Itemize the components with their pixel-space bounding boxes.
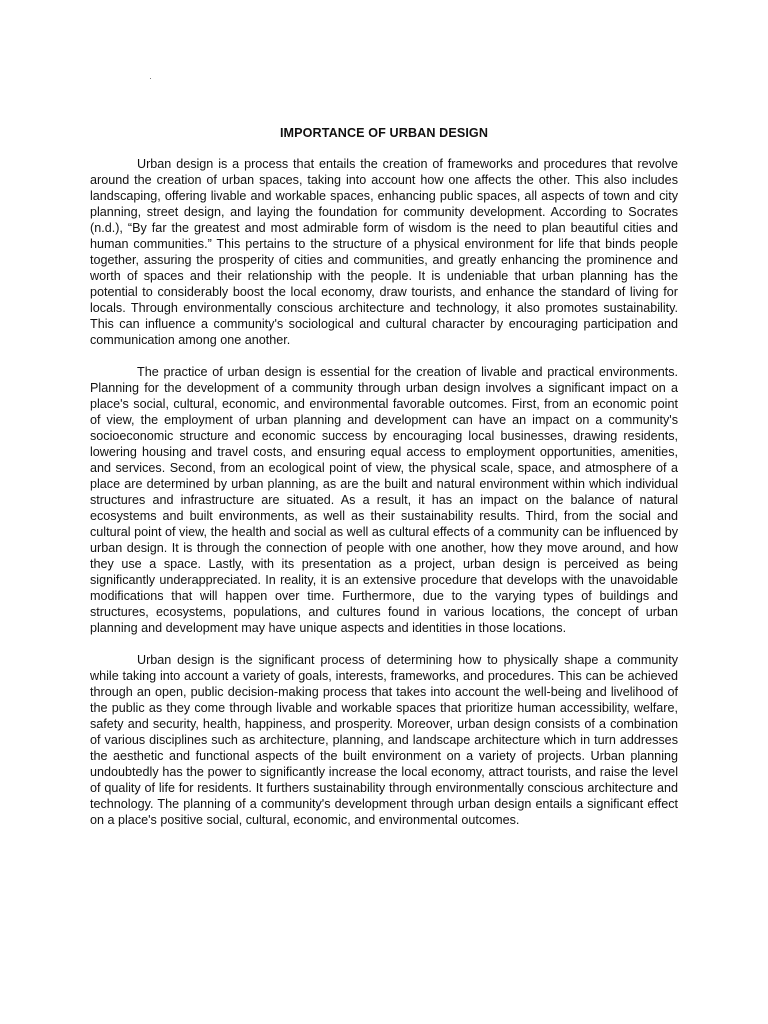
paragraph-1: Urban design is a process that entails the creation of frameworks and procedures that revolve around the creation of urban spaces, taking into account how one affects the other. This also includes landscaping, offering livable and workable spaces, enhancing public spaces, all aspects of town and city planning, street design, and laying the foundation for community development. According to Socrates (n.d.), “By far the greatest and most admirable form of wisdom is the need to plan beautiful cities and human communities.” This pertains to the structure of a physical environment for life that binds people together, assuring the prosperity of cities and communities, and greatly enhancing the prominence and worth of spaces and their relationship with the people. It is undeniable that urban planning has the potential to considerably boost the local economy, draw tourists, and enhance the standard of living for locals. Through environmentally conscious architecture and technology, it also promotes sustainability. This can influence a community's sociological and cultural character by encouraging participation and communication among one another. [90,157,678,347]
paragraph-2: The practice of urban design is essential for the creation of livable and practical environments. Planning for the development of a community through urban design involves a significant impact on a place's social, cultural, economic, and environmental favorable outcomes. First, from an economic point of view, the employment of urban planning and development can have an impact on a community's socioeconomic structure and economic success by encouraging local businesses, drawing residents, lowering housing and travel costs, and ensuring equal access to employment opportunities, amenities, and services. Second, from an ecological point of view, the physical scale, space, and atmosphere of a place are determined by urban planning, as are the built and natural environment within which individual structures and infrastructure are situated. As a result, it has an impact on the balance of natural ecosystems and built environments, as well as their sustainability results. Third, from the social and cultural point of view, the health and social as well as cultural effects of a community can be influenced by urban design. It is through the connection of people with one another, how they move around, and how they use a space. Lastly, with its presentation as a project, urban design is perceived as being significantly underappreciated. In reality, it is an extensive procedure that develops with the unavoidable modifications that will happen over time. Furthermore, due to the varying types of buildings and structures, ecosystems, populations, and cultures found in various locations, the concept of urban planning and development may have unique aspects and identities in those locations. [90,365,678,635]
paragraph-3: Urban design is the significant process of determining how to physically shape a community while taking into account a variety of goals, interests, frameworks, and procedures. This can be achieved through an open, public decision-making process that takes into account the well-being and livelihood of the public as they come through livable and workable spaces that prioritize human accessibility, welfare, safety and security, health, happiness, and prosperity. Moreover, urban design consists of a combination of various disciplines such as architecture, planning, and landscape architecture which in turn addresses the aesthetic and functional aspects of the built environment on a variety of projects. Urban planning undoubtedly has the power to significantly increase the local economy, attract tourists, and raise the level of quality of life for residents. It furthers sustainability through environmentally conscious architecture and technology. The planning of a community's development through urban design entails a significant effect on a place's positive social, cultural, economic, and environmental outcomes. [90,653,678,827]
stray-mark [150,78,151,79]
document-title: IMPORTANCE OF URBAN DESIGN [279,126,489,140]
document-body [90,125,678,844]
